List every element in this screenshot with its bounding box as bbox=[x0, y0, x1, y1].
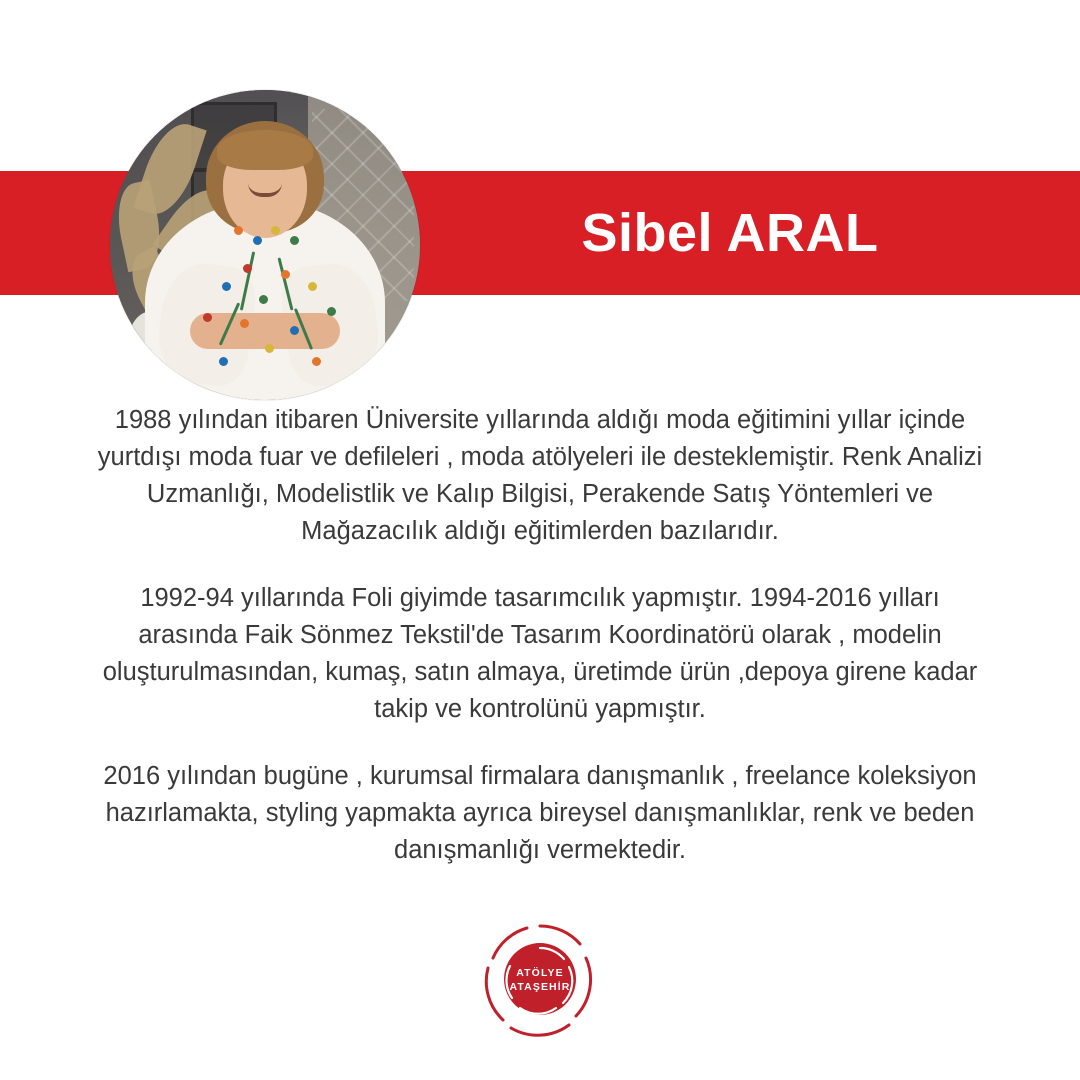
page-title: Sibel ARAL bbox=[581, 203, 879, 263]
bio-text bbox=[90, 402, 990, 869]
logo-line-1: ATÖLYE bbox=[516, 967, 564, 979]
logo-line-2: ATAŞEHİR bbox=[509, 981, 571, 993]
avatar bbox=[110, 90, 420, 400]
portrait-embroidery bbox=[110, 90, 420, 400]
bio-paragraph-2: 1992-94 yıllarında Foli giyimde tasarımcılık yapmıştır. 1994-2016 yılları arasında Faik Sönmez Tekstil'de Tasarım Koordinatörü olarak , modelin oluşturulmasından, kumaş, satın almaya, üretimde ürün ,depoya girene kadar takip ve kontrolünü yapmıştır. bbox=[102, 584, 978, 723]
brand-logo bbox=[481, 920, 599, 1038]
bio-paragraph-3: 2016 yılından bugüne , kurumsal firmalara danışmanlık , freelance koleksiyon hazırlamakta, styling yapmakta ayrıca bireysel danışmanlıklar, renk ve beden danışmanlığı vermektedir. bbox=[103, 762, 977, 864]
bio-paragraph-1: 1988 yılından itibaren Üniversite yıllarında aldığı moda eğitimini yıllar içinde yurtdışı moda fuar ve defileleri , moda atölyeleri ile desteklemiştir. Renk Analizi Uzmanlığı, Modelistlik ve Kalıp Bilgisi, Perakende Satış Yöntemleri ve Mağazacılık aldığı eğitimlerden bazılarıdır. bbox=[97, 406, 983, 545]
